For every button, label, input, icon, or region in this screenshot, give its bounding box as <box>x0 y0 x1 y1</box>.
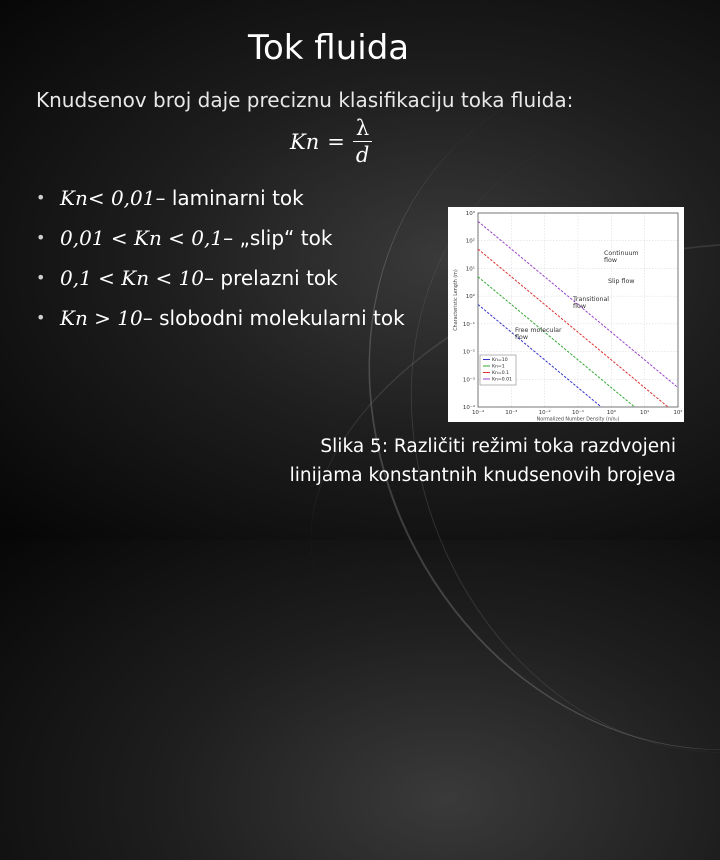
bullet-math: Kn > 10 <box>60 306 143 330</box>
formula-lhs: Kn <box>290 130 320 154</box>
x-axis-label: Normalized Number Density (n/n₀) <box>536 417 620 422</box>
chart-svg <box>448 207 684 422</box>
y-tick-label: 10² <box>465 238 475 245</box>
knudsen-regime-chart <box>448 207 684 422</box>
bullet-icon: • <box>36 268 46 287</box>
formula-denominator: d <box>353 141 372 166</box>
legend-label: Kn=10 <box>492 358 508 363</box>
bullet-math: 0,1 < Kn < 10 <box>60 266 205 290</box>
y-tick-label: 10⁻¹ <box>462 321 475 328</box>
region-label: Slip flow <box>608 278 635 285</box>
bullet-text: – „slip“ tok <box>223 226 333 250</box>
x-tick-label: 10⁻⁴ <box>471 410 485 416</box>
list-item <box>36 262 405 302</box>
y-tick-label: 10⁰ <box>465 294 475 301</box>
list-item <box>36 302 405 342</box>
legend-label: Kn=1 <box>492 364 505 370</box>
slide-title: Tok fluida <box>248 28 410 68</box>
legend-label: Kn=0.1 <box>492 371 510 376</box>
bullet-icon: • <box>36 228 46 247</box>
bullet-math: Kn< 0,01 <box>60 186 156 210</box>
bullet-icon: • <box>36 308 46 327</box>
bullet-text: – laminarni tok <box>155 186 304 210</box>
x-tick-label: 10⁻² <box>538 410 551 416</box>
knudsen-formula <box>290 118 372 166</box>
y-tick-label: 10⁻³ <box>462 377 475 384</box>
x-tick-label: 10⁻³ <box>505 410 518 416</box>
formula-fraction <box>353 118 372 166</box>
region-label: Continuum <box>604 250 639 257</box>
y-tick-label: 10⁻⁴ <box>462 405 475 411</box>
x-tick-label: 10² <box>673 410 683 416</box>
y-tick-label: 10¹ <box>465 266 475 273</box>
legend-label: Kn=0.01 <box>492 377 513 383</box>
x-tick-label: 10⁰ <box>606 410 616 416</box>
region-label: flow <box>515 334 528 341</box>
bullet-math: 0,01 < Kn < 0,1 <box>60 226 224 250</box>
x-tick-label: 10¹ <box>640 410 650 416</box>
region-label: Free molecular <box>515 327 562 334</box>
y-tick-label: 10³ <box>465 211 475 217</box>
bullet-text: – prelazni tok <box>204 266 338 290</box>
bullet-text: – slobodni molekularni tok <box>142 306 405 330</box>
list-item <box>36 182 405 222</box>
regime-list <box>36 182 405 342</box>
region-label: flow <box>604 257 617 264</box>
intro-text: Knudsenov broj daje preciznu klasifikaciju toka fluida: <box>36 88 574 112</box>
list-item <box>36 222 405 262</box>
y-axis-label: Characteristic Length (m) <box>454 269 459 331</box>
region-label: flow <box>573 303 586 310</box>
caption-line: linijama konstantnih knudsenovih brojeva <box>289 465 676 486</box>
region-label: Transitional <box>573 296 610 303</box>
formula-equals: = <box>327 130 345 154</box>
caption-line: Slika 5: Različiti režimi toka razdvojeni <box>320 436 676 457</box>
y-tick-label: 10⁻² <box>462 349 475 356</box>
x-tick-label: 10⁻¹ <box>571 410 585 416</box>
formula-numerator: λ <box>355 116 370 140</box>
figure-caption <box>262 432 676 490</box>
bullet-icon: • <box>36 188 46 207</box>
